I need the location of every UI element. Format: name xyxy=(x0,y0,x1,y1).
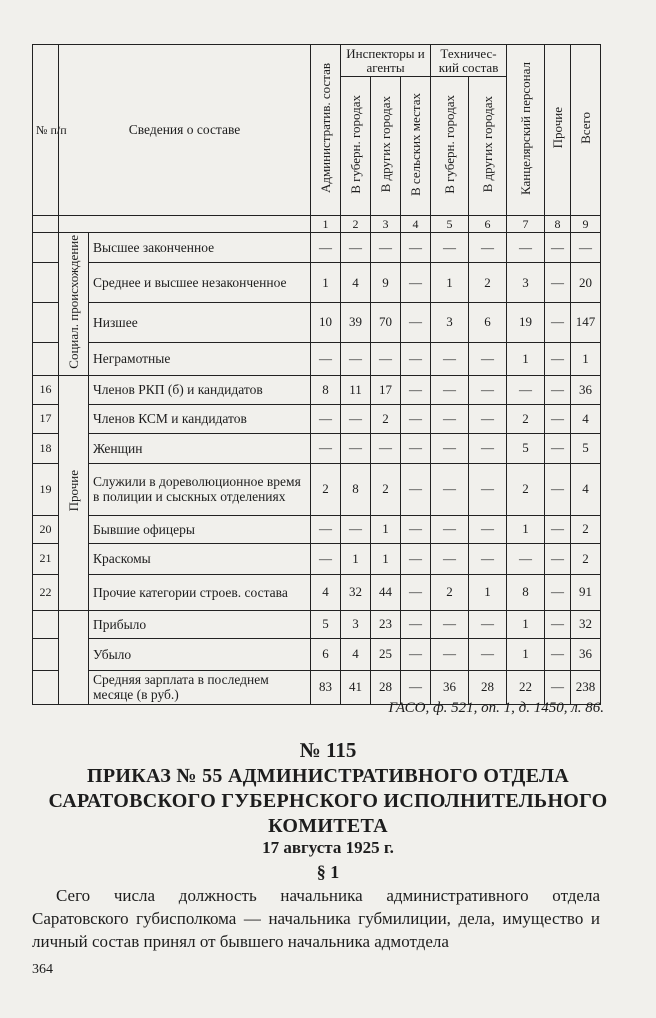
cell-value: — xyxy=(401,263,431,303)
table-row xyxy=(33,303,601,343)
row-label: Низшее xyxy=(89,303,311,343)
cell-value: 44 xyxy=(371,574,401,610)
cell-value: — xyxy=(545,303,571,343)
header-insp-rural: В сельских местах xyxy=(401,77,431,216)
cell-value: 1 xyxy=(431,263,469,303)
cell-value: — xyxy=(545,433,571,463)
table-row xyxy=(33,515,601,543)
row-label: Краскомы xyxy=(89,543,311,574)
column-number-row xyxy=(33,216,601,233)
cell-value: 6 xyxy=(469,303,507,343)
cell-value: — xyxy=(311,543,341,574)
table-row xyxy=(33,574,601,610)
cell-value: — xyxy=(545,404,571,433)
row-number xyxy=(33,233,59,263)
cell-value: — xyxy=(469,342,507,375)
cell-value: — xyxy=(545,574,571,610)
document-title: ПРИКАЗ № 55 АДМИНИСТРАТИВНОГО ОТДЕЛА САРАТОВСКОГО ГУБЕРНСКОГО ИСПОЛНИТЕЛЬНОГО КОМИТЕТА xyxy=(48,765,608,837)
col-number: 1 xyxy=(311,216,341,233)
cell-value: 8 xyxy=(341,463,371,515)
cell-value: — xyxy=(431,233,469,263)
cell-value: — xyxy=(401,638,431,670)
cell-value: — xyxy=(507,233,545,263)
cell-value: — xyxy=(371,233,401,263)
col-number: 4 xyxy=(401,216,431,233)
cell-value: — xyxy=(545,670,571,704)
group-other: Прочие xyxy=(59,375,89,610)
cell-value: 10 xyxy=(311,303,341,343)
cell-value: — xyxy=(545,233,571,263)
cell-value: — xyxy=(311,342,341,375)
cell-value: 1 xyxy=(507,515,545,543)
cell-value: 39 xyxy=(341,303,371,343)
cell-value: — xyxy=(401,303,431,343)
cell-value: — xyxy=(507,375,545,404)
row-number xyxy=(33,670,59,704)
row-label: Прибыло xyxy=(89,610,311,638)
cell-value: — xyxy=(311,515,341,543)
cell-value: 4 xyxy=(311,574,341,610)
cell-value: — xyxy=(431,610,469,638)
cell-value: 28 xyxy=(371,670,401,704)
cell-value: 2 xyxy=(371,404,401,433)
cell-value: 2 xyxy=(571,543,601,574)
header-insp-other: В других городах xyxy=(371,77,401,216)
cell-value: — xyxy=(469,463,507,515)
cell-value: 2 xyxy=(431,574,469,610)
cell-value: 1 xyxy=(341,543,371,574)
table-row xyxy=(33,610,601,638)
table-row xyxy=(33,638,601,670)
cell-value: 28 xyxy=(469,670,507,704)
header-inspectors: Инспекторы и агенты xyxy=(341,45,431,77)
cell-value: 5 xyxy=(571,433,601,463)
cell-value: — xyxy=(431,375,469,404)
table-row xyxy=(33,233,601,263)
cell-value: — xyxy=(401,342,431,375)
cell-value: 2 xyxy=(371,463,401,515)
cell-value: 36 xyxy=(571,375,601,404)
header-office: Канцелярский персонал xyxy=(507,45,545,216)
section-heading: § 1 xyxy=(316,862,340,882)
row-label: Членов РКП (б) и кандидатов xyxy=(89,375,311,404)
table-row xyxy=(33,404,601,433)
cell-value: — xyxy=(469,610,507,638)
col-number: 8 xyxy=(545,216,571,233)
row-number: 17 xyxy=(33,404,59,433)
cell-value: — xyxy=(311,233,341,263)
cell-value: 9 xyxy=(371,263,401,303)
col-number: 5 xyxy=(431,216,469,233)
cell-value: 2 xyxy=(507,463,545,515)
row-label: Служили в дореволюционное время в полиции и сыскных отделениях xyxy=(89,463,311,515)
row-number: 21 xyxy=(33,543,59,574)
cell-value: 36 xyxy=(431,670,469,704)
cell-value: 1 xyxy=(507,342,545,375)
cell-value: — xyxy=(401,463,431,515)
cell-value: 8 xyxy=(507,574,545,610)
row-label: Среднее и высшее незаконченное xyxy=(89,263,311,303)
cell-value: 1 xyxy=(571,342,601,375)
row-number: 16 xyxy=(33,375,59,404)
cell-value: 2 xyxy=(469,263,507,303)
header-other: Прочие xyxy=(545,45,571,216)
cell-value: — xyxy=(545,638,571,670)
row-number xyxy=(33,303,59,343)
row-label: Высшее законченное xyxy=(89,233,311,263)
row-number xyxy=(33,638,59,670)
header-total: Всего xyxy=(571,45,601,216)
row-label: Членов КСМ и кандидатов xyxy=(89,404,311,433)
cell-value: — xyxy=(469,404,507,433)
table-row xyxy=(33,342,601,375)
col-number: 3 xyxy=(371,216,401,233)
cell-value: — xyxy=(401,543,431,574)
cell-value: — xyxy=(431,638,469,670)
cell-value: — xyxy=(571,233,601,263)
cell-value: 1 xyxy=(311,263,341,303)
cell-value: 5 xyxy=(507,433,545,463)
header-admin: Административ. состав xyxy=(311,45,341,216)
cell-value: 1 xyxy=(507,610,545,638)
col-number: 2 xyxy=(341,216,371,233)
cell-value: 32 xyxy=(571,610,601,638)
header-insp-gub: В губерн. городах xyxy=(341,77,371,216)
group-social-origin: Социал. происхождение xyxy=(59,233,89,376)
cell-value: 238 xyxy=(571,670,601,704)
row-number xyxy=(33,263,59,303)
cell-value: 32 xyxy=(341,574,371,610)
cell-value: 147 xyxy=(571,303,601,343)
body-text: Сего числа должность начальника административного отдела Саратовского губисполкома — начальника губмилиции, дела, имущество и личный состав принял от бывшего начальника адмотдела xyxy=(32,886,600,951)
table-row xyxy=(33,463,601,515)
cell-value: 4 xyxy=(571,463,601,515)
cell-value: — xyxy=(401,515,431,543)
cell-value: — xyxy=(507,543,545,574)
cell-value: 11 xyxy=(341,375,371,404)
header-tech-gub: В губерн. городах xyxy=(431,77,469,216)
page-number: 364 xyxy=(32,962,53,977)
cell-value: — xyxy=(371,342,401,375)
document-number: № 115 xyxy=(299,738,357,762)
col-number: 9 xyxy=(571,216,601,233)
cell-value: 3 xyxy=(507,263,545,303)
cell-value: — xyxy=(431,433,469,463)
cell-value: — xyxy=(401,574,431,610)
cell-value: — xyxy=(311,433,341,463)
cell-value: 4 xyxy=(571,404,601,433)
cell-value: — xyxy=(545,543,571,574)
row-number xyxy=(33,610,59,638)
cell-value: — xyxy=(341,233,371,263)
cell-value: — xyxy=(401,670,431,704)
personnel-table xyxy=(32,44,601,705)
document-date: 17 августа 1925 г. xyxy=(262,838,394,857)
cell-value: — xyxy=(371,433,401,463)
cell-value: 3 xyxy=(341,610,371,638)
header-info: Сведения о составе xyxy=(59,45,311,216)
cell-value: — xyxy=(401,233,431,263)
row-number: 19 xyxy=(33,463,59,515)
cell-value: 8 xyxy=(311,375,341,404)
cell-value: 23 xyxy=(371,610,401,638)
row-label: Средняя зарплата в последнем месяце (в руб.) xyxy=(89,670,311,704)
cell-value: 19 xyxy=(507,303,545,343)
cell-value: — xyxy=(341,404,371,433)
table-body xyxy=(33,233,601,705)
cell-value: 4 xyxy=(341,638,371,670)
cell-value: — xyxy=(341,433,371,463)
row-number: 18 xyxy=(33,433,59,463)
table-row xyxy=(33,375,601,404)
cell-value: — xyxy=(469,638,507,670)
table-row xyxy=(33,433,601,463)
cell-value: 36 xyxy=(571,638,601,670)
cell-value: — xyxy=(545,463,571,515)
cell-value: — xyxy=(341,342,371,375)
cell-value: 3 xyxy=(431,303,469,343)
cell-value: — xyxy=(469,433,507,463)
row-label: Неграмотные xyxy=(89,342,311,375)
table-row xyxy=(33,543,601,574)
cell-value: — xyxy=(341,515,371,543)
cell-value: 22 xyxy=(507,670,545,704)
cell-value: 2 xyxy=(571,515,601,543)
cell-value: — xyxy=(545,263,571,303)
cell-value: 25 xyxy=(371,638,401,670)
cell-value: — xyxy=(469,375,507,404)
archive-source: ГАСО, ф. 521, оп. 1, д. 1450, л. 86. xyxy=(388,700,604,716)
cell-value: — xyxy=(401,404,431,433)
cell-value: 2 xyxy=(507,404,545,433)
header-tech-other: В других городах xyxy=(469,77,507,216)
cell-value: — xyxy=(401,610,431,638)
table-row xyxy=(33,263,601,303)
cell-value: 2 xyxy=(311,463,341,515)
cell-value: — xyxy=(431,463,469,515)
cell-value: — xyxy=(401,375,431,404)
cell-value: 83 xyxy=(311,670,341,704)
cell-value: 70 xyxy=(371,303,401,343)
cell-value: 91 xyxy=(571,574,601,610)
col-number: 6 xyxy=(469,216,507,233)
cell-value: 5 xyxy=(311,610,341,638)
cell-value: — xyxy=(545,375,571,404)
cell-value: 4 xyxy=(341,263,371,303)
cell-value: 17 xyxy=(371,375,401,404)
cell-value: — xyxy=(469,515,507,543)
cell-value: 1 xyxy=(371,515,401,543)
row-label: Прочие категории строев. состава xyxy=(89,574,311,610)
group-blank xyxy=(59,610,89,704)
cell-value: — xyxy=(545,610,571,638)
cell-value: — xyxy=(469,543,507,574)
cell-value: 1 xyxy=(469,574,507,610)
row-number: 22 xyxy=(33,574,59,610)
row-label: Женщин xyxy=(89,433,311,463)
row-number: 20 xyxy=(33,515,59,543)
row-number xyxy=(33,342,59,375)
row-label: Убыло xyxy=(89,638,311,670)
cell-value: 20 xyxy=(571,263,601,303)
cell-value: — xyxy=(545,515,571,543)
cell-value: — xyxy=(431,404,469,433)
col-number: 7 xyxy=(507,216,545,233)
cell-value: 41 xyxy=(341,670,371,704)
row-label: Бывшие офицеры xyxy=(89,515,311,543)
cell-value: — xyxy=(431,543,469,574)
cell-value: — xyxy=(431,515,469,543)
cell-value: 1 xyxy=(507,638,545,670)
cell-value: — xyxy=(431,342,469,375)
cell-value: — xyxy=(401,433,431,463)
cell-value: — xyxy=(545,342,571,375)
cell-value: 1 xyxy=(371,543,401,574)
header-num: № п/п xyxy=(33,45,59,216)
cell-value: 6 xyxy=(311,638,341,670)
cell-value: — xyxy=(311,404,341,433)
cell-value: — xyxy=(469,233,507,263)
header-tech: Технический состав xyxy=(431,45,507,77)
